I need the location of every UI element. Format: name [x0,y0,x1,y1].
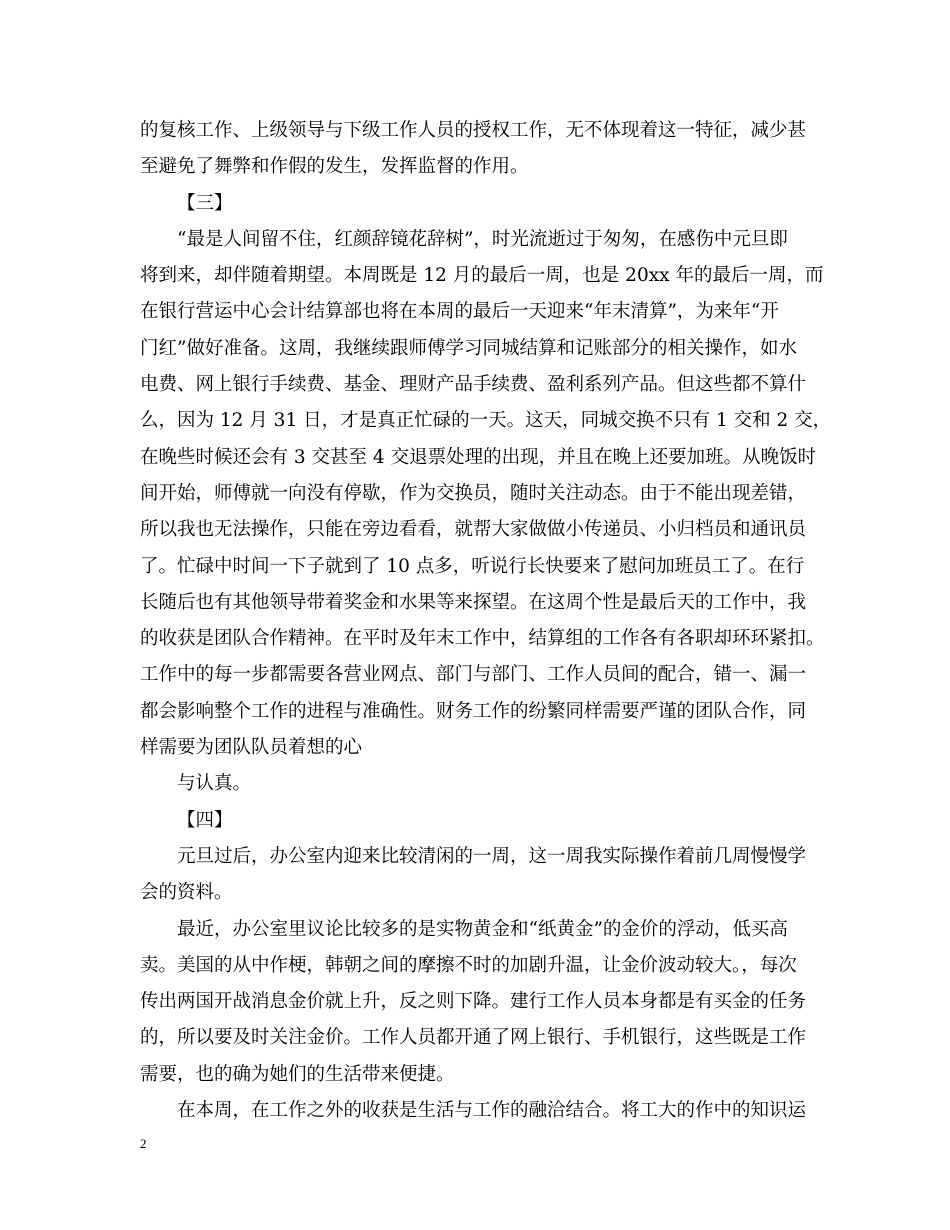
text-line: 工作中的每一步都需要各营业网点、部门与部门、工作人员间的配合，错一、漏一 [140,664,807,686]
text-line: 需要，也的确为她们的生活带来便捷。 [140,1063,455,1085]
text-line: 间开始，师傅就一向没有停歇，作为交换员，随时关注动态。由于不能出现差错， [140,482,807,504]
text-line: 的收获是团队合作精神。在平时及年末工作中，结算组的工作各有各职却环环紧扣。 [140,628,825,650]
text-line: “最是人间留不住，红颜辞镜花辞树”，时光流逝过于匆匆，在感伤中元旦即 [177,228,788,250]
text-line: 在本周，在工作之外的收获是生活与工作的融洽结合。将工大的作中的知识运 [177,1100,807,1122]
text-line: 在晚些时候还会有 3 交甚至 4 交退票处理的出现，并且在晚上还要加班。从晚饭时 [140,446,817,468]
text-line: 样需要为团队队员着想的心 [140,737,363,759]
text-line: 门红”做好准备。这周，我继续跟师傅学习同城结算和记账部分的相关操作，如水 [140,337,797,359]
text-line: 都会影响整个工作的进程与准确性。财务工作的纷繁同样需要严谨的团队合作，同 [140,700,807,722]
text-line: 了。忙碌中时间一下子就到了 10 点多，听说行长快要来了慰问加班员工了。在行 [140,555,805,577]
text-line: 长随后也有其他领导带着奖金和水果等来探望。在这周个性是最后天的工作中，我 [140,591,807,613]
text-line: 传出两国开战消息金价就上升，反之则下降。建行工作人员本身都是有买金的任务 [140,991,807,1013]
text-line: 在银行营运中心会计结算部也将在本周的最后一天迎来“年末清算”，为来年“开 [140,301,779,323]
text-line: 的，所以要及时关注金价。工作人员都开通了网上银行、手机银行，这些既是工作 [140,1027,807,1049]
text-line: 电费、网上银行手续费、基金、理财产品手续费、盈利系列产品。但这些都不算什 [140,374,807,396]
body-text [140,113,832,1129]
text-line: 最近，办公室里议论比较多的是实物黄金和“纸黄金”的金价的浮动，低买高 [177,918,788,940]
text-line: 会的资料。 [140,882,233,904]
text-line: 么，因为 12 月 31 日，才是真正忙碌的一天。这天，同城交换不只有 1 交和 2 交， [140,410,832,432]
text-line: 与认真。 [177,773,252,795]
text-line: 至避免了舞弊和作假的发生，发挥监督的作用。 [140,156,529,178]
text-line: 的复核工作、上级领导与下级工作人员的授权工作，无不体现着这一特征，减少甚 [140,120,807,141]
text-line: 所以我也无法操作，只能在旁边看看，就帮大家做做小传递员、小归档员和通讯员 [140,519,807,541]
page-number: 2 [140,1136,147,1151]
text-line: 卖。美国的从中作梗，韩朝之间的摩擦不时的加剧升温，让金价波动较大。，每次 [140,954,797,976]
text-line: 元旦过后，办公室内迎来比较清闲的一周，这一周我实际操作着前几周慢慢学 [177,845,807,867]
section-heading: 【四】 [177,809,233,831]
text-line: 将到来，却伴随着期望。本周既是 12 月的最后一周，也是 20xx 年的最后一周，而 [140,265,824,287]
section-heading: 【三】 [177,192,233,214]
